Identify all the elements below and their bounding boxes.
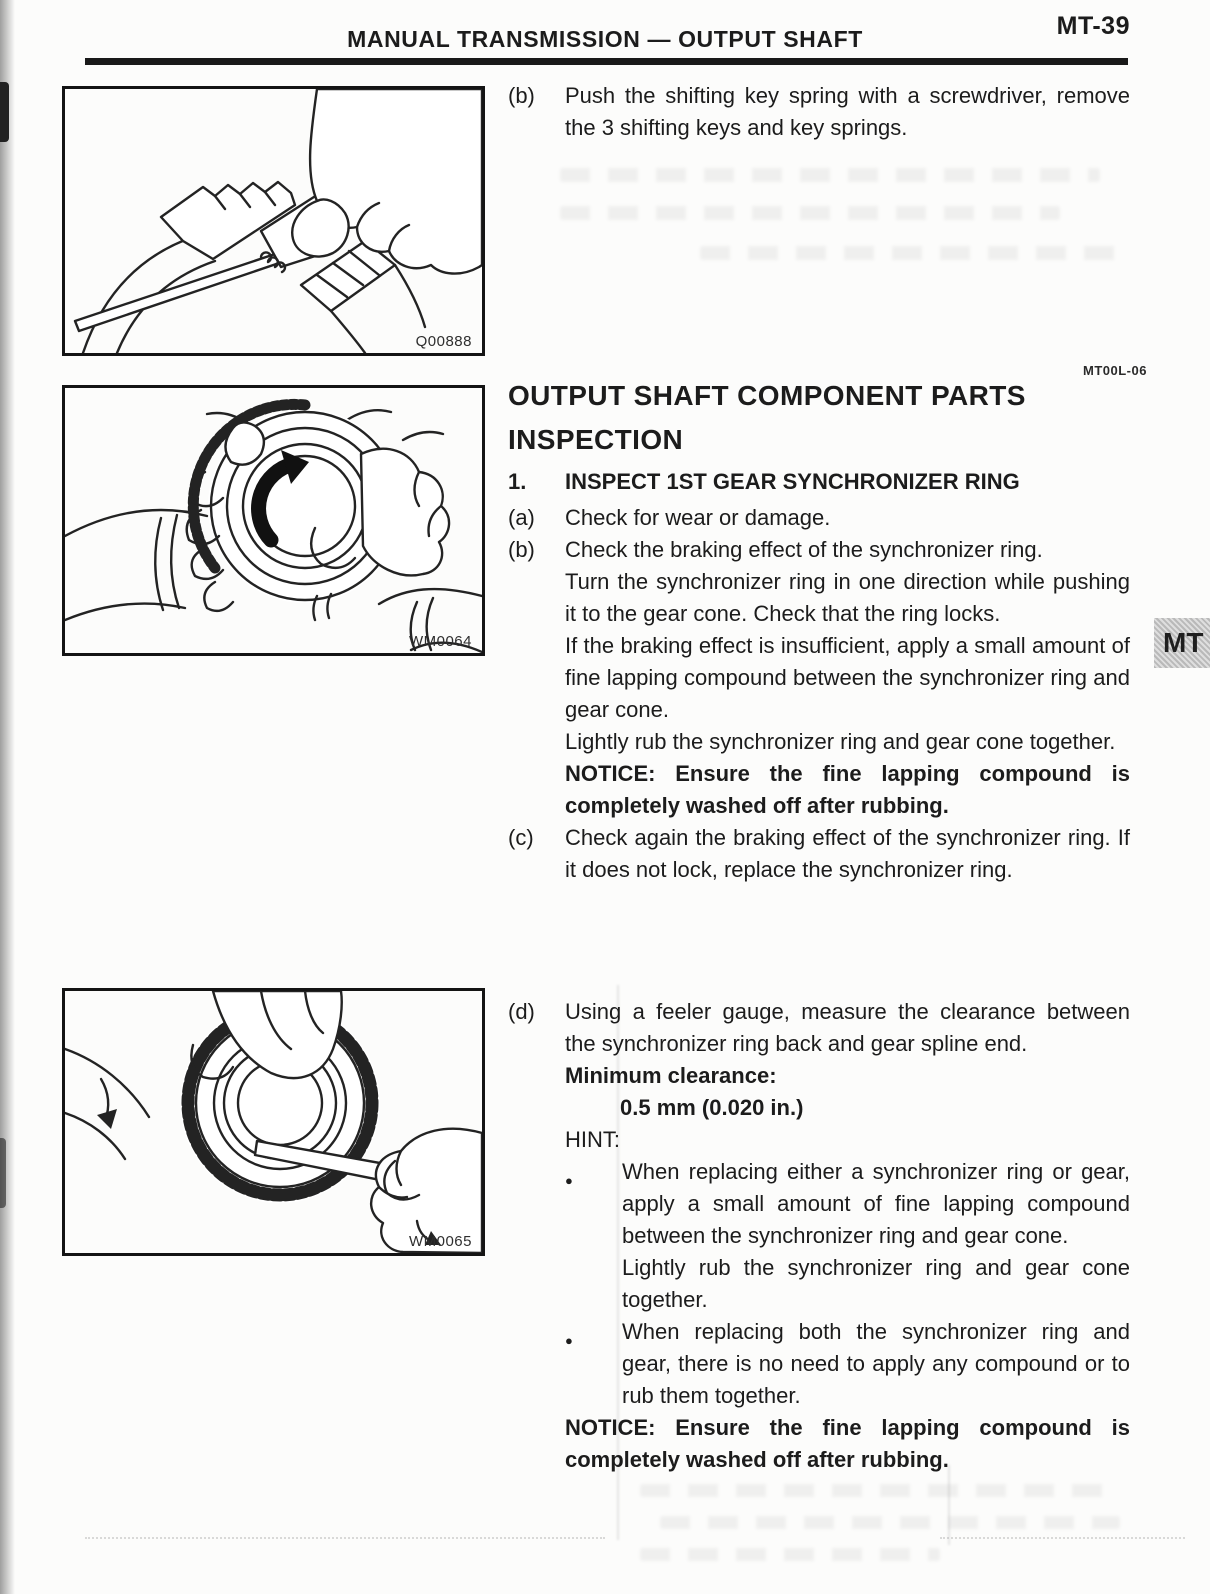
shifting-key-illustration — [65, 89, 482, 353]
page-number: MT-39 — [1056, 12, 1130, 40]
step1-heading — [508, 466, 1130, 498]
section-side-tab — [1154, 618, 1210, 668]
scan-edge-mark — [0, 82, 9, 142]
spec-label: Minimum clearance: — [565, 1063, 777, 1088]
step1-title: INSPECT 1ST GEAR SYNCHRONIZER RING — [565, 469, 1020, 494]
figure-feeler-gauge — [62, 988, 485, 1256]
step1-number: 1. — [508, 469, 527, 494]
step-text: Push the shifting key spring with a screwdriver, remove the 3 shifting keys and key springs. — [565, 83, 1130, 140]
scan-edge-mark — [0, 1138, 6, 1208]
bleed-through-artifact — [700, 246, 1120, 260]
step-label: (b) — [508, 83, 535, 108]
left-thumb — [225, 422, 263, 464]
hint-label: HINT: — [565, 1127, 620, 1152]
bleed-through-artifact — [560, 206, 1060, 220]
list-item-d: (d) Using a feeler gauge, measure the clearance between the synchronizer ring back and gear spline end. — [508, 999, 1130, 1056]
spec-value: 0.5 mm (0.020 in.) — [620, 1095, 804, 1120]
list-item-a: (a) Check for wear or damage. — [508, 505, 831, 530]
hint-item-1: ● When replacing either a synchronizer ring or gear, apply a small amount of fine lapping compound between the synchronizer ring and gear cone. Lightly rub the synchronizer ring and gear cone together. — [565, 1156, 1130, 1316]
bullet-icon: ● — [565, 1173, 573, 1188]
bleed-through-rule — [940, 1537, 1185, 1539]
bleed-through-rule — [948, 1465, 950, 1545]
notice-text: NOTICE: Ensure the fine lapping compound is completely washed off after rubbing. — [565, 1415, 1130, 1472]
section-title-line1: OUTPUT SHAFT COMPONENT PARTS — [508, 380, 1026, 411]
screwdriver — [75, 250, 291, 331]
section-title-line2: INSPECTION — [508, 424, 684, 455]
bleed-through-artifact — [660, 1516, 1120, 1529]
figure-code: Q00888 — [415, 333, 472, 350]
intro-step — [508, 80, 1130, 144]
synchronizer-ring-illustration — [65, 388, 482, 653]
feeler-gauge-illustration — [65, 991, 482, 1253]
inspection-list — [508, 502, 1130, 886]
section-ref-code: MT00L-06 — [1083, 363, 1147, 378]
figure-code: WM0065 — [408, 1233, 472, 1250]
side-tab-label: MT — [1163, 627, 1204, 658]
section-title — [508, 374, 1026, 462]
figure-shifting-key — [62, 86, 485, 356]
notice-text: NOTICE: Ensure the fine lapping compound is completely washed off after rubbing. — [565, 761, 1130, 818]
figure-code: WM0064 — [408, 633, 472, 650]
scan-edge-shadow — [0, 0, 15, 1594]
list-item-c: (c) Check again the braking effect of the synchronizer ring. If it does not lock, replace the synchronizer ring. — [508, 825, 1130, 882]
bleed-through-artifact — [560, 168, 1100, 182]
header-rule — [85, 58, 1128, 65]
bleed-through-artifact — [640, 1548, 940, 1561]
list-item-b: (b) Check the braking effect of the synchronizer ring. Turn the synchronizer ring in one direction while pushing it to the gear cone. Check that the ring locks. If the braking effect is insufficient, apply a small amount of fine lapping compound between the synchronizer ring and gear cone. Lightly rub the synchronizer ring and gear cone together. — [508, 537, 1130, 754]
bullet-icon: ● — [565, 1333, 573, 1348]
page-header-title: MANUAL TRANSMISSION — OUTPUT SHAFT — [347, 26, 863, 52]
measurement-list — [508, 996, 1130, 1476]
bleed-through-artifact — [640, 1484, 1120, 1497]
figure-synchronizer-ring-check — [62, 385, 485, 656]
bleed-through-rule — [85, 1537, 605, 1539]
hint-item-2: ● When replacing both the synchronizer ring and gear, there is no need to apply any compound or to rub them together. — [565, 1316, 1130, 1412]
